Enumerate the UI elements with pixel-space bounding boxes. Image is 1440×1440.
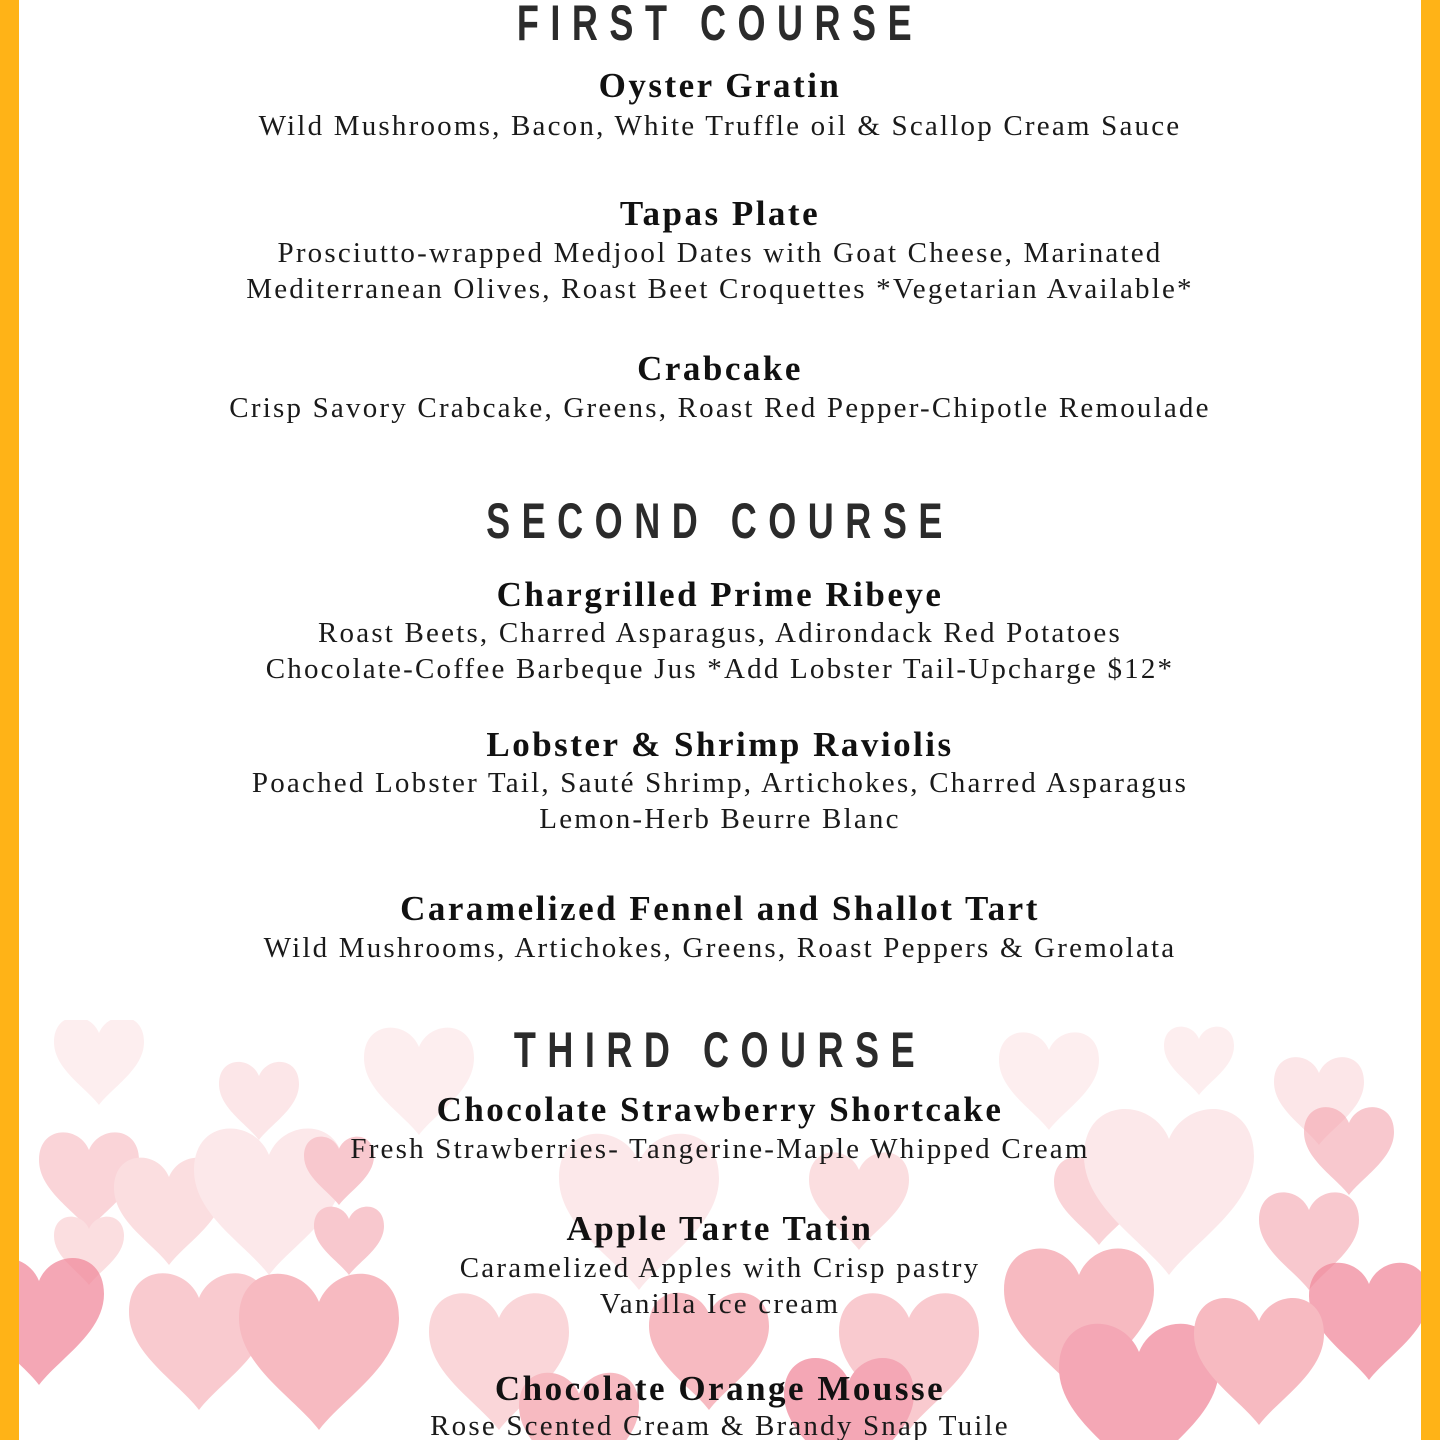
dish-description: Rose Scented Cream & Brandy Snap Tuile — [430, 1410, 1010, 1440]
dish-description: Mediterranean Olives, Roast Beet Croquettes *Vegetarian Available* — [246, 273, 1194, 305]
dish-name: Chocolate Strawberry Shortcake — [436, 1090, 1004, 1129]
dish-description: Chocolate-Coffee Barbeque Jus *Add Lobster Tail-Upcharge $12* — [265, 653, 1175, 685]
dish-description: Roast Beets, Charred Asparagus, Adirondack Red Potatoes — [318, 617, 1122, 649]
dish-description: Crisp Savory Crabcake, Greens, Roast Red Pepper-Chipotle Remoulade — [229, 392, 1211, 424]
dish-name: Caramelized Fennel and Shallot Tart — [400, 889, 1040, 928]
dish-name: Oyster Gratin — [598, 66, 842, 105]
course-heading-third: THIRD COURSE — [513, 1022, 927, 1078]
dish-name: Apple Tarte Tatin — [566, 1209, 874, 1248]
dish-name: Chargrilled Prime Ribeye — [496, 575, 944, 614]
dish-description: Fresh Strawberries- Tangerine-Maple Whipped Cream — [350, 1133, 1090, 1165]
course-heading-first: FIRST COURSE — [516, 0, 924, 51]
right-orange-border — [1421, 0, 1440, 1440]
dish-description: Poached Lobster Tail, Sauté Shrimp, Artichokes, Charred Asparagus — [251, 767, 1189, 799]
left-orange-border — [0, 0, 19, 1440]
dish-name: Tapas Plate — [619, 194, 821, 233]
dish-name: Crabcake — [637, 349, 803, 388]
dish-description: Vanilla Ice cream — [599, 1288, 841, 1320]
dish-description: Prosciutto-wrapped Medjool Dates with Goat Cheese, Marinated — [277, 237, 1163, 269]
menu-page — [19, 0, 1421, 1440]
dish-name: Lobster & Shrimp Raviolis — [486, 725, 954, 764]
dish-description: Wild Mushrooms, Artichokes, Greens, Roast Peppers & Gremolata — [263, 932, 1177, 964]
dish-name: Chocolate Orange Mousse — [494, 1369, 946, 1408]
course-heading-second: SECOND COURSE — [486, 493, 954, 549]
dish-description: Caramelized Apples with Crisp pastry — [459, 1252, 981, 1284]
dish-description: Lemon-Herb Beurre Blanc — [539, 803, 901, 835]
dish-description: Wild Mushrooms, Bacon, White Truffle oil & Scallop Cream Sauce — [258, 110, 1182, 142]
